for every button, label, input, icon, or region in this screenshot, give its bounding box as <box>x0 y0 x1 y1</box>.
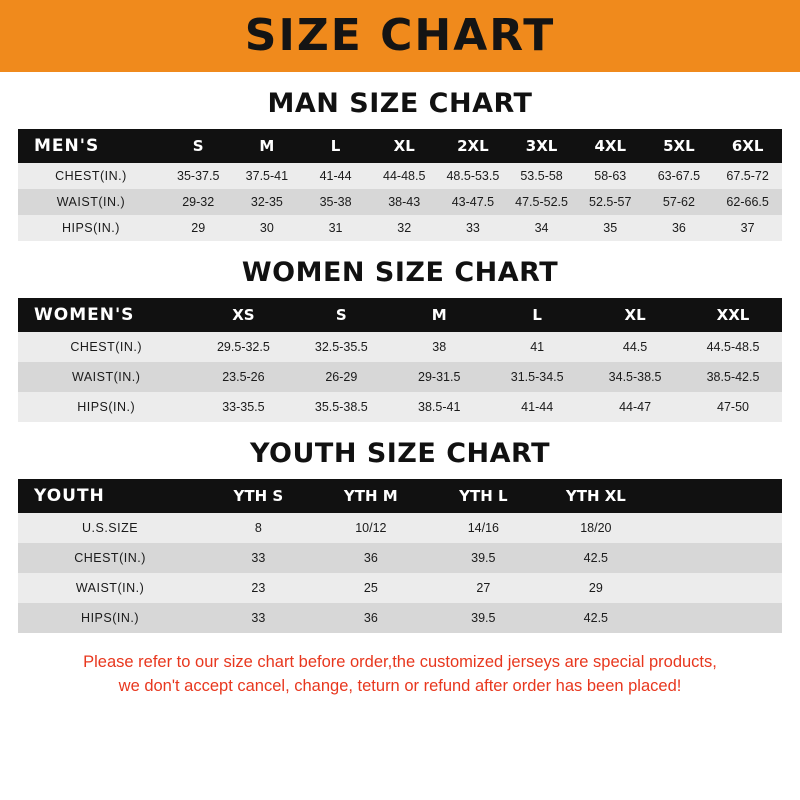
women-label-header: WOMEN'S <box>18 298 194 332</box>
women-table-head <box>18 298 782 332</box>
women-size-table <box>18 298 782 422</box>
women-table-body <box>18 332 782 422</box>
women-cell-0-0: 29.5-32.5 <box>194 332 292 362</box>
man-col-header-2: L <box>301 129 370 163</box>
man-row-label-2: HIPS(IN.) <box>18 215 164 241</box>
youth-cell-3-2: 39.5 <box>427 603 540 633</box>
man-cell-0-5: 53.5-58 <box>507 163 576 189</box>
youth-cell-3-1: 36 <box>315 603 428 633</box>
women-cell-1-3: 31.5-34.5 <box>488 362 586 392</box>
content-area <box>0 88 800 699</box>
women-cell-0-3: 41 <box>488 332 586 362</box>
man-cell-2-3: 32 <box>370 215 439 241</box>
women-col-header-1: S <box>292 298 390 332</box>
youth-col-header-spacer <box>652 479 782 513</box>
youth-col-header-1: YTH M <box>315 479 428 513</box>
footer-disclaimer <box>18 651 782 699</box>
women-cell-0-1: 32.5-35.5 <box>292 332 390 362</box>
women-cell-1-4: 34.5-38.5 <box>586 362 684 392</box>
man-cell-0-3: 44-48.5 <box>370 163 439 189</box>
youth-size-table <box>18 479 782 633</box>
man-cell-2-8: 37 <box>713 215 782 241</box>
youth-cell-0-0: 8 <box>202 513 315 543</box>
women-chart-title: WOMEN SIZE CHART <box>241 257 559 288</box>
man-col-header-8: 6XL <box>713 129 782 163</box>
man-cell-2-7: 36 <box>645 215 714 241</box>
table-header-row <box>18 479 782 513</box>
women-cell-1-0: 23.5-26 <box>194 362 292 392</box>
man-row-label-0: CHEST(IN.) <box>18 163 164 189</box>
man-cell-1-7: 57-62 <box>645 189 714 215</box>
man-col-header-3: XL <box>370 129 439 163</box>
man-cell-0-7: 63-67.5 <box>645 163 714 189</box>
youth-cell-2-1: 25 <box>315 573 428 603</box>
man-cell-1-0: 29-32 <box>164 189 233 215</box>
table-row <box>18 603 782 633</box>
youth-cell-3-0: 33 <box>202 603 315 633</box>
page-title: SIZE CHART <box>244 10 556 61</box>
man-cell-2-2: 31 <box>301 215 370 241</box>
youth-cell-1-spacer <box>652 543 782 573</box>
man-table-head <box>18 129 782 163</box>
man-cell-2-5: 34 <box>507 215 576 241</box>
man-row-label-1: WAIST(IN.) <box>18 189 164 215</box>
youth-cell-3-spacer <box>652 603 782 633</box>
footer-line-1: Please refer to our size chart before order,the customized jerseys are special products, <box>83 653 717 671</box>
youth-row-label-3: HIPS(IN.) <box>18 603 202 633</box>
women-cell-2-2: 38.5-41 <box>390 392 488 422</box>
youth-col-header-0: YTH S <box>202 479 315 513</box>
women-cell-2-1: 35.5-38.5 <box>292 392 390 422</box>
youth-cell-1-3: 42.5 <box>540 543 653 573</box>
youth-table-head <box>18 479 782 513</box>
women-cell-0-2: 38 <box>390 332 488 362</box>
youth-label-header: YOUTH <box>18 479 202 513</box>
man-cell-0-2: 41-44 <box>301 163 370 189</box>
women-size-chart-block <box>18 257 782 422</box>
youth-cell-2-2: 27 <box>427 573 540 603</box>
women-cell-0-4: 44.5 <box>586 332 684 362</box>
youth-cell-0-3: 18/20 <box>540 513 653 543</box>
man-col-header-5: 3XL <box>507 129 576 163</box>
table-row <box>18 362 782 392</box>
women-cell-1-5: 38.5-42.5 <box>684 362 782 392</box>
man-cell-0-4: 48.5-53.5 <box>439 163 508 189</box>
table-row <box>18 332 782 362</box>
man-size-table <box>18 129 782 241</box>
women-row-label-2: HIPS(IN.) <box>18 392 194 422</box>
youth-cell-0-1: 10/12 <box>315 513 428 543</box>
women-cell-2-4: 44-47 <box>586 392 684 422</box>
table-header-row <box>18 129 782 163</box>
youth-cell-3-3: 42.5 <box>540 603 653 633</box>
man-cell-0-8: 67.5-72 <box>713 163 782 189</box>
man-cell-0-0: 35-37.5 <box>164 163 233 189</box>
man-cell-2-6: 35 <box>576 215 645 241</box>
man-cell-0-1: 37.5-41 <box>233 163 302 189</box>
youth-cell-0-spacer <box>652 513 782 543</box>
man-cell-1-8: 62-66.5 <box>713 189 782 215</box>
youth-chart-title: YOUTH SIZE CHART <box>249 438 551 469</box>
man-cell-1-2: 35-38 <box>301 189 370 215</box>
women-cell-2-0: 33-35.5 <box>194 392 292 422</box>
table-header-row <box>18 298 782 332</box>
man-col-header-7: 5XL <box>645 129 714 163</box>
table-row <box>18 163 782 189</box>
man-col-header-6: 4XL <box>576 129 645 163</box>
man-cell-2-1: 30 <box>233 215 302 241</box>
youth-col-header-3: YTH XL <box>540 479 653 513</box>
man-col-header-4: 2XL <box>439 129 508 163</box>
youth-cell-2-spacer <box>652 573 782 603</box>
man-cell-1-1: 32-35 <box>233 189 302 215</box>
youth-table-body <box>18 513 782 633</box>
man-cell-1-5: 47.5-52.5 <box>507 189 576 215</box>
women-col-header-5: XXL <box>684 298 782 332</box>
youth-cell-1-1: 36 <box>315 543 428 573</box>
women-cell-0-5: 44.5-48.5 <box>684 332 782 362</box>
man-cell-1-6: 52.5-57 <box>576 189 645 215</box>
table-row <box>18 392 782 422</box>
header-bar <box>0 0 800 72</box>
footer-line-2: we don't accept cancel, change, teturn or refund after order has been placed! <box>118 676 682 695</box>
women-col-header-3: L <box>488 298 586 332</box>
women-col-header-4: XL <box>586 298 684 332</box>
man-cell-2-0: 29 <box>164 215 233 241</box>
table-row <box>18 573 782 603</box>
man-table-body <box>18 163 782 241</box>
women-cell-1-2: 29-31.5 <box>390 362 488 392</box>
man-cell-1-3: 38-43 <box>370 189 439 215</box>
women-cell-2-3: 41-44 <box>488 392 586 422</box>
youth-row-label-1: CHEST(IN.) <box>18 543 202 573</box>
man-cell-0-6: 58-63 <box>576 163 645 189</box>
youth-cell-1-0: 33 <box>202 543 315 573</box>
table-row <box>18 513 782 543</box>
women-row-label-1: WAIST(IN.) <box>18 362 194 392</box>
table-row <box>18 543 782 573</box>
man-size-chart-block <box>18 88 782 241</box>
youth-size-chart-block <box>18 438 782 633</box>
table-row <box>18 215 782 241</box>
man-col-header-0: S <box>164 129 233 163</box>
man-chart-title: MAN SIZE CHART <box>267 88 533 119</box>
youth-row-label-0: U.S.SIZE <box>18 513 202 543</box>
women-col-header-0: XS <box>194 298 292 332</box>
man-cell-2-4: 33 <box>439 215 508 241</box>
youth-row-label-2: WAIST(IN.) <box>18 573 202 603</box>
women-col-header-2: M <box>390 298 488 332</box>
youth-cell-1-2: 39.5 <box>427 543 540 573</box>
table-row <box>18 189 782 215</box>
women-row-label-0: CHEST(IN.) <box>18 332 194 362</box>
youth-cell-0-2: 14/16 <box>427 513 540 543</box>
youth-col-header-2: YTH L <box>427 479 540 513</box>
man-cell-1-4: 43-47.5 <box>439 189 508 215</box>
man-label-header: MEN'S <box>18 129 164 163</box>
women-cell-2-5: 47-50 <box>684 392 782 422</box>
youth-cell-2-3: 29 <box>540 573 653 603</box>
youth-cell-2-0: 23 <box>202 573 315 603</box>
women-cell-1-1: 26-29 <box>292 362 390 392</box>
man-col-header-1: M <box>233 129 302 163</box>
